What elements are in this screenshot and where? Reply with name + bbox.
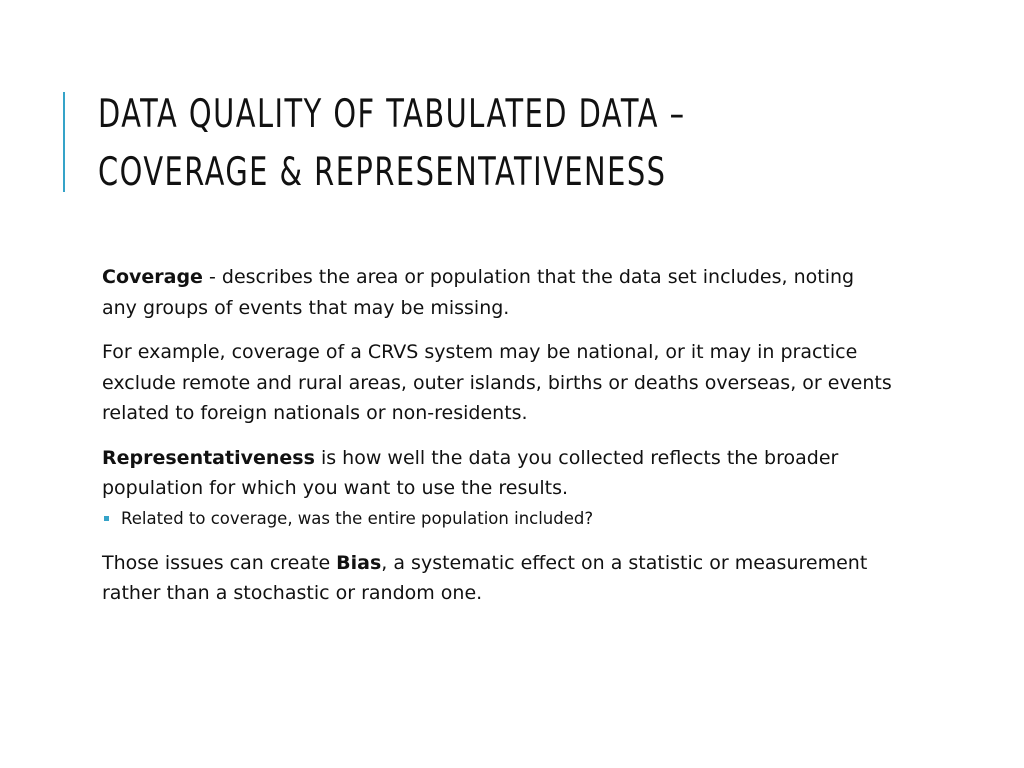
representativeness-term: Representativeness <box>102 446 315 469</box>
bias-lead-text: Those issues can create <box>102 551 337 574</box>
slide-body <box>102 262 892 623</box>
bullet-list <box>102 506 892 532</box>
bias-term: Bias <box>336 551 382 574</box>
slide-title <box>98 86 971 202</box>
bullet-item <box>102 506 892 532</box>
bullet-text: Related to coverage, was the entire population included? <box>121 508 594 528</box>
coverage-paragraph <box>102 262 892 323</box>
slide-title-line-2: COVERAGE & REPRESENTATIVENESS <box>98 150 667 195</box>
bias-definition: , a systematic effect on a statistic or measurement rather than a stochastic or random one. <box>102 551 868 604</box>
example-text: For example, coverage of a CRVS system may be national, or it may in practice exclude remote and rural areas, outer islands, births or deaths overseas, or events related to foreign nationals or non-residents. <box>102 341 892 424</box>
title-accent-bar <box>63 92 65 192</box>
coverage-definition: - describes the area or population that the data set includes, noting any groups of events that may be missing. <box>102 266 855 319</box>
bias-paragraph <box>102 548 892 609</box>
slide-title-line-1: DATA QUALITY OF TABULATED DATA – <box>98 92 686 137</box>
example-paragraph <box>102 337 892 429</box>
square-bullet-icon <box>104 516 109 521</box>
coverage-term: Coverage <box>102 266 203 288</box>
representativeness-paragraph <box>102 443 892 504</box>
representativeness-definition: is how well the data you collected reflects the broader population for which you want to use the results. <box>102 446 839 499</box>
